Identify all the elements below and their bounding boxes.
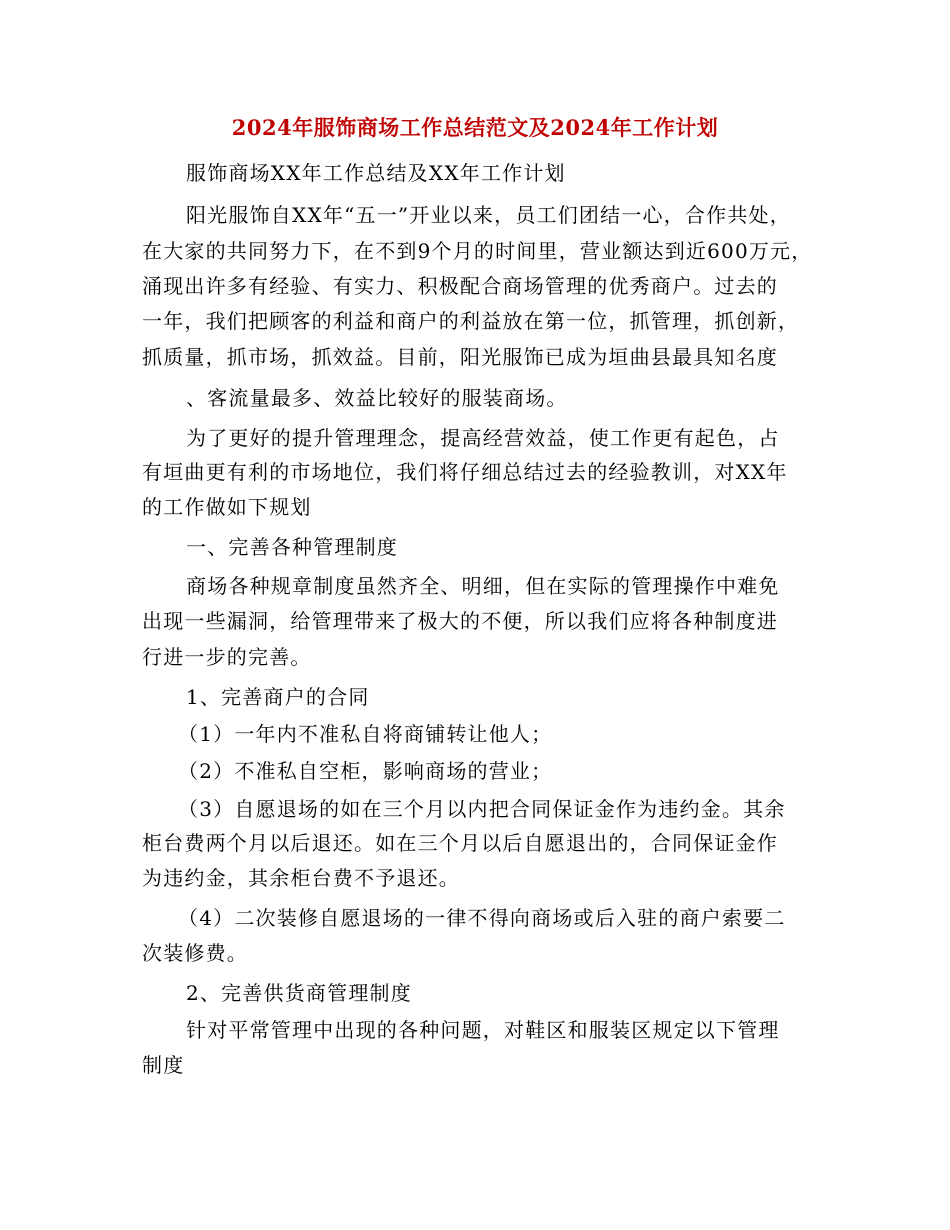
list-item: （3）自愿退场的如在三个月以内把合同保证金作为违约金。其余 — [178, 797, 786, 821]
paragraph-line: 为了更好的提升管理理念，提高经营效益，使工作更有起色，占 — [186, 426, 780, 450]
list-item: （4）二次装修自愿退场的一律不得向商场或后入驻的商户索要二 — [178, 906, 786, 930]
subsection-heading: 1、完善商户的合同 — [186, 685, 370, 709]
paragraph-line: 为违约金，其余柜台费不予退还。 — [142, 866, 460, 890]
paragraph-line: 次装修费。 — [142, 941, 248, 965]
subtitle-line: 服饰商场XX年工作总结及XX年工作计划 — [186, 161, 566, 185]
paragraph-line: 柜台费两个月以后退还。如在三个月以后自愿退出的，合同保证金作 — [142, 831, 778, 855]
paragraph-line: 阳光服饰自XX年“五一”开业以来，员工们团结一心，合作共处， — [186, 203, 791, 227]
paragraph-line: 、客流量最多、效益比较好的服装商场。 — [186, 386, 568, 410]
paragraph-line: 针对平常管理中出现的各种问题，对鞋区和服装区规定以下管理 — [186, 1018, 780, 1042]
paragraph-line: 行进一步的完善。 — [142, 645, 312, 669]
document-title: 2024年服饰商场工作总结范文及2024年工作计划 — [231, 115, 719, 140]
paragraph-line: 抓质量，抓市场，抓效益。目前，阳光服饰已成为垣曲县最具知名度 — [142, 345, 778, 369]
paragraph-line: 涌现出许多有经验、有实力、积极配合商场管理的优秀商户。过去的 — [142, 274, 778, 298]
list-item: （2）不准私自空柜，影响商场的营业； — [178, 759, 553, 783]
subsection-heading: 2、完善供货商管理制度 — [186, 981, 412, 1005]
paragraph-line: 商场各种规章制度虽然齐全、明细，但在实际的管理操作中难免 — [186, 574, 780, 598]
section-heading: 一、完善各种管理制度 — [186, 535, 398, 559]
paragraph-line: 有垣曲更有利的市场地位，我们将仔细总结过去的经验教训，对XX年 — [142, 460, 788, 484]
paragraph-line: 制度 — [142, 1053, 185, 1077]
paragraph-line: 出现一些漏洞，给管理带来了极大的不便，所以我们应将各种制度进 — [142, 609, 778, 633]
list-item: （1）一年内不准私自将商铺转让他人； — [178, 722, 553, 746]
paragraph-line: 在大家的共同努力下，在不到9个月的时间里，营业额达到近600万元， — [142, 239, 813, 263]
paragraph-line: 的工作做如下规划 — [142, 495, 312, 519]
paragraph-line: 一年，我们把顾客的利益和商户的利益放在第一位，抓管理，抓创新， — [142, 309, 800, 333]
